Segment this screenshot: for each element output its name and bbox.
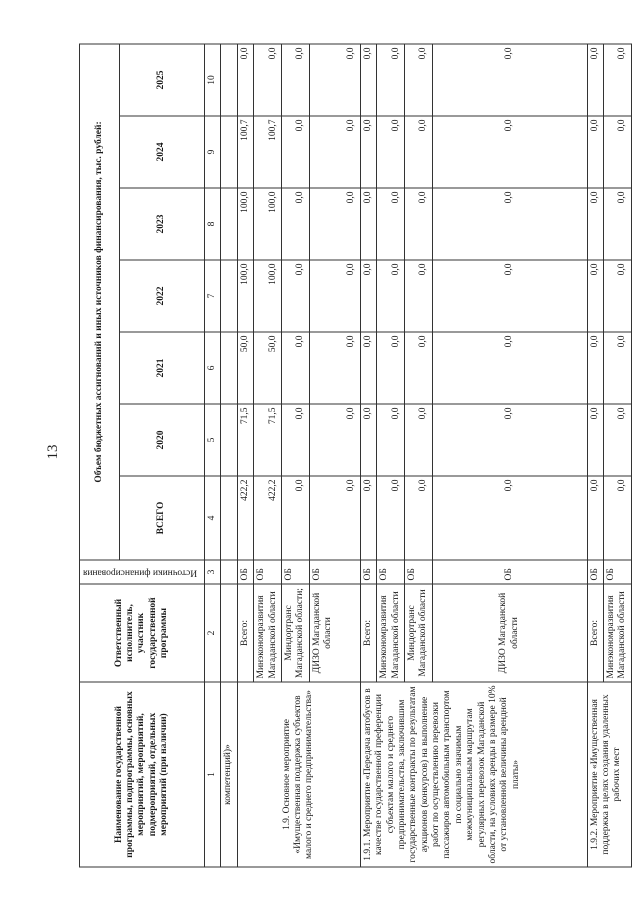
header-source	[80, 560, 205, 584]
value-total: 0,0	[587, 476, 603, 560]
value-cell: 0,0	[309, 44, 360, 116]
value-cell: 0,0	[360, 116, 376, 188]
value-cell: 50,0	[254, 332, 282, 404]
activity-name: 1.9.1. Мероприятие «Передача автобусов в качестве государственной преференции субъектам малого и среднего предпринимательства, заключившим государственные контракты по результатам аукционов (конкурсов) на выполнение работ по осуществлению перевозки пассажиров автомобильным транспортом по социально значимым межмуниципальным маршрутам регулярных перевозок Магаданской области, на условиях аренды в размере 10% от установленной величины арендной платы»	[360, 682, 587, 867]
header-executor: Ответственный исполнитель, участник государственной программы	[80, 584, 205, 682]
value-cell: 0,0	[432, 44, 587, 116]
value-cell: 0,0	[587, 188, 603, 260]
table-row	[587, 44, 603, 867]
executor: Минэкономразвития Магаданской области	[377, 584, 405, 682]
value-cell: 0,0	[309, 116, 360, 188]
rotated-page	[39, 37, 628, 868]
value-total: 0,0	[377, 476, 405, 560]
value-total: 0,0	[281, 476, 309, 560]
value-cell: 100,7	[237, 116, 253, 188]
source: ОБ	[604, 560, 632, 584]
executor: Миндортранс Магаданской области;	[281, 584, 309, 682]
value-cell: 0,0	[281, 332, 309, 404]
value-cell: 0,0	[587, 404, 603, 476]
value-cell: 0,0	[587, 332, 603, 404]
column-number: 6	[205, 332, 221, 404]
column-number: 3	[205, 560, 221, 584]
value-cell: 0,0	[604, 260, 632, 332]
value-cell: 0,0	[309, 404, 360, 476]
source: ОБ	[587, 560, 603, 584]
column-number: 5	[205, 404, 221, 476]
table-row	[237, 44, 253, 867]
value-cell: 0,0	[432, 404, 587, 476]
value-cell: 0,0	[309, 332, 360, 404]
value-cell: 50,0	[237, 332, 253, 404]
column-number: 2	[205, 584, 221, 682]
value-cell: 0,0	[281, 188, 309, 260]
financing-table	[79, 44, 632, 868]
column-number: 8	[205, 188, 221, 260]
value-cell: 0,0	[377, 188, 405, 260]
value-cell: 0,0	[254, 44, 282, 116]
executor: ДИЗО Магаданской области	[309, 584, 360, 682]
value-cell: 0,0	[377, 44, 405, 116]
value-cell: 0,0	[237, 44, 253, 116]
source: ОБ	[432, 560, 587, 584]
value-cell: 0,0	[377, 404, 405, 476]
value-cell: 0,0	[404, 260, 432, 332]
value-total: 0,0	[604, 476, 632, 560]
source: ОБ	[360, 560, 376, 584]
value-cell: 0,0	[360, 332, 376, 404]
executor: Миндортранс Магаданской области	[404, 584, 432, 682]
header-year: 2024	[120, 116, 205, 188]
value-cell: 0,0	[604, 44, 632, 116]
value-total: 0,0	[404, 476, 432, 560]
value-total: 422,2	[237, 476, 253, 560]
source: ОБ	[309, 560, 360, 584]
value-total: 0,0	[432, 476, 587, 560]
source: ОБ	[281, 560, 309, 584]
value-cell: 100,0	[254, 188, 282, 260]
source: ОБ	[404, 560, 432, 584]
header-year: 2022	[120, 260, 205, 332]
column-number: 9	[205, 116, 221, 188]
value-cell: 0,0	[587, 116, 603, 188]
value-cell: 0,0	[377, 260, 405, 332]
value-cell: 100,0	[254, 260, 282, 332]
source: ОБ	[377, 560, 405, 584]
executor: Минэкономразвития Магаданской области	[604, 584, 632, 682]
value-cell: 0,0	[360, 188, 376, 260]
value-cell: 0,0	[404, 332, 432, 404]
value-cell: 100,7	[254, 116, 282, 188]
value-cell: 0,0	[432, 260, 587, 332]
column-number: 4	[205, 476, 221, 560]
value-cell: 0,0	[432, 332, 587, 404]
value-cell: 0,0	[587, 260, 603, 332]
value-cell: 0,0	[360, 404, 376, 476]
value-cell: 0,0	[604, 188, 632, 260]
value-cell	[221, 188, 237, 260]
value-total: 422,2	[254, 476, 282, 560]
value-cell: 0,0	[281, 44, 309, 116]
table-row	[360, 44, 376, 867]
value-cell: 0,0	[404, 188, 432, 260]
value-cell: 100,0	[237, 260, 253, 332]
value-cell: 0,0	[377, 116, 405, 188]
value-cell	[221, 332, 237, 404]
value-cell: 0,0	[377, 332, 405, 404]
value-cell: 0,0	[404, 44, 432, 116]
column-number: 10	[205, 44, 221, 116]
executor	[221, 584, 237, 682]
executor: Всего:	[360, 584, 376, 682]
page-number: 13	[45, 444, 61, 460]
column-number-row	[205, 44, 221, 867]
column-number: 1	[205, 682, 221, 867]
column-number: 7	[205, 260, 221, 332]
value-cell: 0,0	[432, 116, 587, 188]
activity-name: 1.9. Основное мероприятие «Имущественная поддержка субъектов малого и среднего предпринимательства»	[237, 682, 360, 867]
executor: Минэкономразвития Магаданской области	[254, 584, 282, 682]
value-cell: 0,0	[360, 44, 376, 116]
table-row	[221, 44, 237, 867]
executor: ДИЗО Магаданской области	[432, 584, 587, 682]
header-year: 2021	[120, 332, 205, 404]
value-cell	[221, 260, 237, 332]
value-cell: 0,0	[281, 116, 309, 188]
value-cell: 0,0	[309, 260, 360, 332]
header-year: 2023	[120, 188, 205, 260]
activity-name: 1.9.2. Мероприятие «Имущественная поддержка в целях создания удаленных рабочих мест	[587, 682, 631, 867]
value-cell: 71,5	[237, 404, 253, 476]
value-cell: 0,0	[309, 188, 360, 260]
value-cell	[221, 404, 237, 476]
value-cell: 0,0	[604, 404, 632, 476]
source: ОБ	[254, 560, 282, 584]
value-cell	[221, 116, 237, 188]
header-funding-group: Объем бюджетных ассигнований и иных источников финансирования, тыс. рублей:	[80, 44, 120, 560]
value-cell: 100,0	[237, 188, 253, 260]
value-cell: 0,0	[604, 332, 632, 404]
header-year: 2020	[120, 404, 205, 476]
activity-name: компетенций)»	[221, 682, 237, 867]
value-cell: 0,0	[281, 260, 309, 332]
value-cell: 0,0	[432, 188, 587, 260]
value-cell: 0,0	[404, 116, 432, 188]
value-total: 0,0	[309, 476, 360, 560]
value-total: 0,0	[360, 476, 376, 560]
value-cell: 0,0	[587, 44, 603, 116]
header-total: ВСЕГО	[120, 476, 205, 560]
value-cell	[221, 44, 237, 116]
executor: Всего:	[587, 584, 603, 682]
source: ОБ	[237, 560, 253, 584]
value-cell: 0,0	[281, 404, 309, 476]
value-cell: 0,0	[404, 404, 432, 476]
header-name: Наименование государственной программы, подпрограммы, основных мероприятий, мероприятий, подмероприятий, отдельных мероприятий (при наличии)	[80, 682, 205, 867]
value-total	[221, 476, 237, 560]
value-cell: 71,5	[254, 404, 282, 476]
header-source-text: Источники финансирования	[82, 567, 197, 578]
executor: Всего:	[237, 584, 253, 682]
header-year: 2025	[120, 44, 205, 116]
value-cell: 0,0	[604, 116, 632, 188]
value-cell: 0,0	[360, 260, 376, 332]
source	[221, 560, 237, 584]
